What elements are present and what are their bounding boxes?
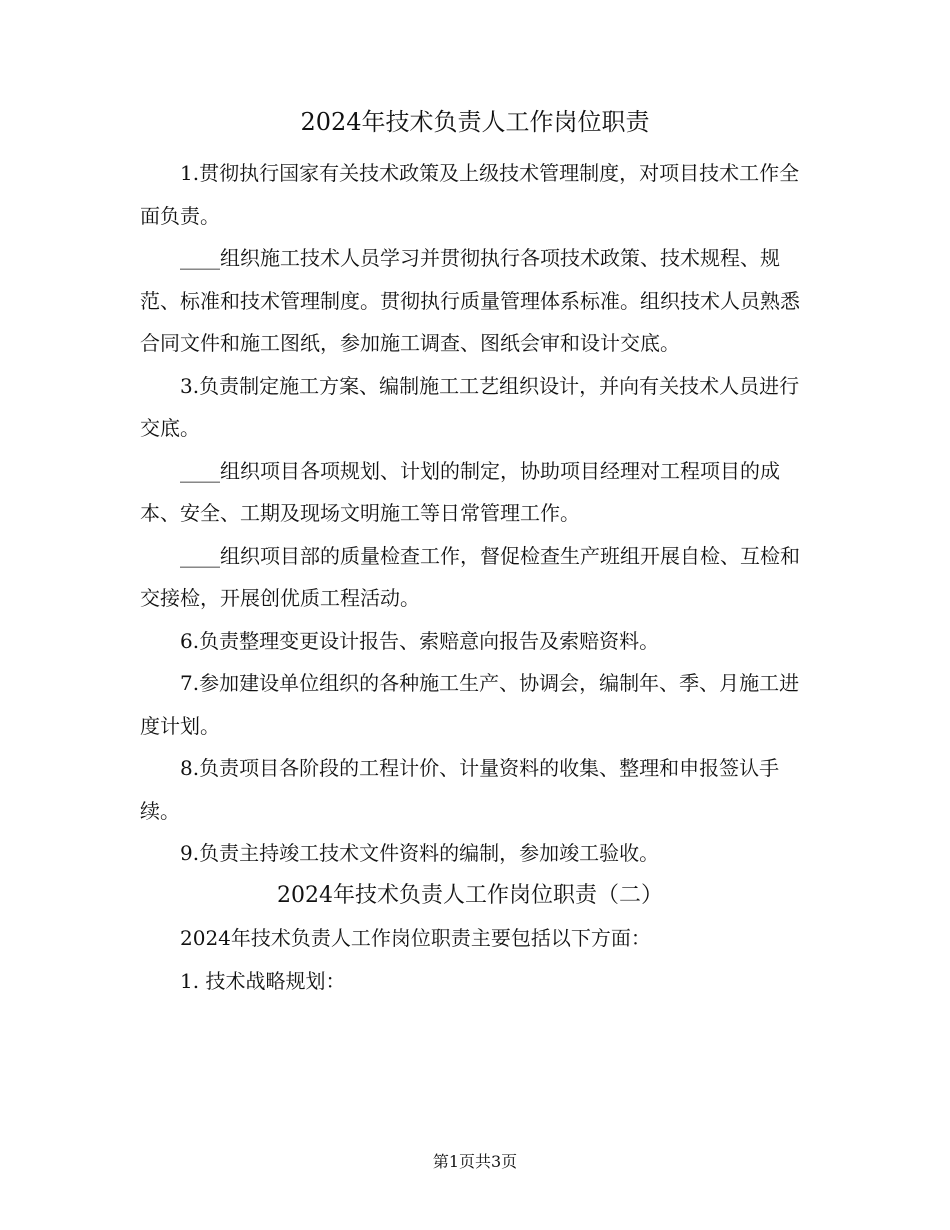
section2-intro: 2024年技术负责人工作岗位职责主要包括以下方面： (180, 926, 651, 950)
paragraph-3: 3.负责制定施工方案、编制施工工艺组织设计，并向有关技术人员进行交底。 (140, 373, 800, 440)
paragraph-9: 9.负责主持竣工技术文件资料的编制，参加竣工验收。 (180, 841, 660, 865)
document-title: 2024年技术负责人工作岗位职责 (300, 108, 650, 136)
paragraph-2: ____组织施工技术人员学习并贯彻执行各项技术政策、技术规程、规范、标准和技术管理制度。贯彻执行质量管理体系标准。组织技术人员熟悉合同文件和施工图纸，参加施工调查、图纸会审和设计交底。 (140, 246, 800, 355)
section2-item-1: 1. 技术战略规划： (180, 968, 346, 993)
page-footer: 第1页共3页 (432, 1152, 518, 1171)
paragraph-7: 7.参加建设单位组织的各种施工生产、协调会，编制年、季、月施工进度计划。 (140, 671, 800, 738)
document-body (140, 152, 800, 1002)
paragraph-4: ____组织项目各项规划、计划的制定，协助项目经理对工程项目的成本、安全、工期及现场文明施工等日常管理工作。 (140, 458, 780, 525)
paragraph-1: 1.贯彻执行国家有关技术政策及上级技术管理制度，对项目技术工作全面负责。 (140, 161, 800, 228)
paragraph-5: ____组织项目部的质量检查工作，督促检查生产班组开展自检、互检和交接检，开展创优质工程活动。 (140, 543, 800, 610)
section-subtitle: 2024年技术负责人工作岗位职责（二） (277, 882, 663, 908)
paragraph-6: 6.负责整理变更设计报告、索赔意向报告及索赔资料。 (180, 628, 660, 653)
paragraph-8: 8.负责项目各阶段的工程计价、计量资料的收集、整理和申报签认手续。 (140, 756, 780, 823)
